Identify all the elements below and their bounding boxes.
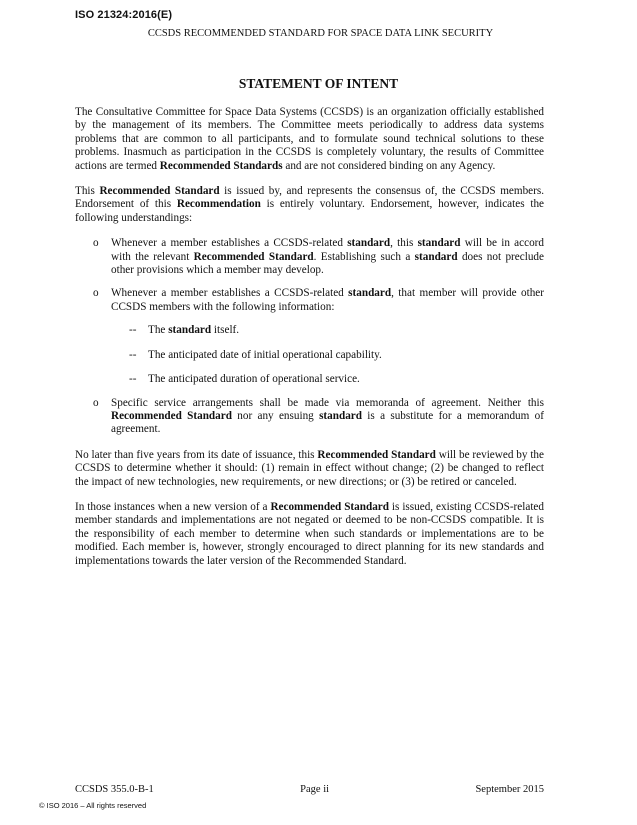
paragraph-intro: The Consultative Committee for Space Data Systems (CCSDS) is an organization officially established by the management of its members. The Committee meets periodically to address data systems problems that are common to all participants, and to formulate sound technical solutions to these problems. Inasmuch as participation in the CCSDS is completely voluntary, the results of Committee actions are termed Recommended Standards and are not considered binding on any Agency. <box>75 106 544 172</box>
bullet-mark: o <box>93 287 99 300</box>
page-title: STATEMENT OF INTENT <box>238 76 399 91</box>
paragraph-new-version: In those instances when a new version of a Recommended Standard is issued, existing CCSDS-related member standards and implementations are not negated or deemed to be non-CCSDS compatible. It is the responsibility of each member to determine when such standards or implementations are to be modified. Each member is, however, strongly encouraged to direct planning for its new standards and implementations towards the later version of the Recommended Standard. <box>75 500 544 567</box>
bullet-mark: o <box>93 237 99 250</box>
running-header: CCSDS RECOMMENDED STANDARD FOR SPACE DATA LINK SECURITY <box>147 28 494 39</box>
understandings-list <box>75 237 544 436</box>
dash-mark: -- <box>129 373 137 386</box>
sub-list <box>111 324 544 386</box>
footer-page-number: Page ii <box>300 784 330 795</box>
dash-mark: -- <box>129 348 137 361</box>
paragraph-review: No later than five years from its date of issuance, this Recommended Standard will be reviewed by the CCSDS to determine whether it should: (1) remain in effect without change; (2) be changed to reflect the impact of new technologies, new requirements, or new directions; or (3) be retired or canceled. <box>75 448 544 488</box>
footer-doc-id: CCSDS 355.0-B-1 <box>75 784 154 795</box>
dash-mark: -- <box>129 324 137 337</box>
footer-date: September 2015 <box>475 784 544 795</box>
bullet-mark: o <box>93 396 99 409</box>
paragraph-endorsement: This Recommended Standard is issued by, and represents the consensus of, the CCSDS members. Endorsement of this Recommendation is entirely voluntary. Endorsement, however, indicates the following understandings: <box>75 185 545 224</box>
sub-list-item: -- The anticipated date of initial operational capability. <box>111 349 544 362</box>
sub-list-item: -- The anticipated duration of operational service. <box>111 373 544 386</box>
iso-document-id: ISO 21324:2016(E) <box>75 9 173 21</box>
list-item: o Specific service arrangements shall be made via memoranda of agreement. Neither this Recommended Standard nor any ensuing standard is a substitute for a memorandum of agreement. <box>75 397 544 437</box>
copyright-notice: © ISO 2016 – All rights reserved <box>39 801 147 810</box>
list-item: o Whenever a member establishes a CCSDS-related standard, that member will provide other CCSDS members with the following information: -- The standard itself. -- The anticipated date of initial operational capability. -- The anticipated duration of operational service. <box>75 287 544 386</box>
sub-list-item: -- The standard itself. <box>111 324 544 337</box>
document-body <box>75 106 544 580</box>
page-footer <box>75 784 544 795</box>
list-item: o Whenever a member establishes a CCSDS-related standard, this standard will be in accord with the relevant Recommended Standard. Establishing such a standard does not preclude other provisions which a member may develop. <box>75 237 544 277</box>
